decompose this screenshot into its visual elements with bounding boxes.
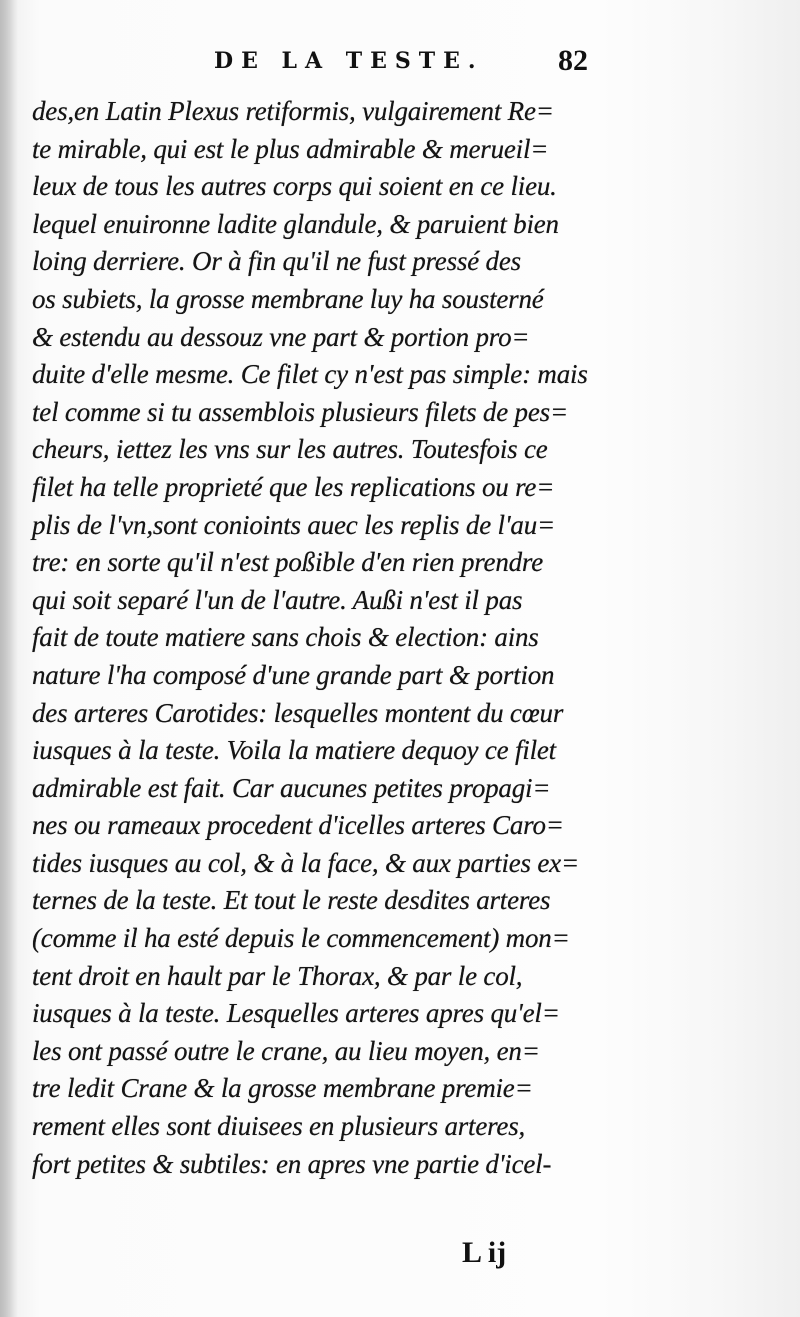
text-line: les ont passé outre le crane, au lieu moyen, en=	[32, 1035, 540, 1066]
text-line: rement elles sont diuisees en plusieurs arteres,	[32, 1111, 526, 1142]
body-text	[32, 93, 632, 1183]
text-line: qui soit separé l'un de l'autre. Außi n'est il pas	[32, 584, 523, 615]
text-line: nature l'ha composé d'une grande part & portion	[32, 659, 555, 690]
text-line: tides iusques au col, & à la face, & aux parties ex=	[32, 847, 579, 878]
text-line: tel comme si tu assemblois plusieurs filets de pes=	[32, 396, 568, 427]
text-line: admirable est fait. Car aucunes petites propagi=	[32, 772, 551, 803]
text-line: tent droit en hault par le Thorax, & par le col,	[32, 960, 523, 991]
signature-mark: L ij	[462, 1236, 507, 1269]
text-line: iusques à la teste. Lesquelles arteres apres qu'el=	[32, 998, 560, 1029]
text-line: tre ledit Crane & la grosse membrane premie=	[32, 1073, 533, 1104]
text-line: cheurs, iettez les vns sur les autres. Toutesfois ce	[32, 434, 548, 465]
text-line: des arteres Carotides: lesquelles montent du cœur	[32, 697, 564, 728]
text-line: leux de tous les autres corps qui soient en ce lieu.	[32, 171, 557, 202]
text-line: ternes de la teste. Et tout le reste desdites arteres	[32, 885, 551, 916]
text-line: loing derriere. Or à fin qu'il ne fust pressé des	[32, 246, 521, 277]
binding-shadow	[0, 0, 18, 1317]
text-line: & estendu au dessouz vne part & portion pro=	[32, 321, 530, 352]
text-line: plis de l'vn,sont conioints auec les replis de l'au=	[32, 509, 556, 540]
text-line: iusques à la teste. Voila la matiere dequoy ce filet	[32, 735, 556, 766]
text-line: fort petites & subtiles: en apres vne partie d'icel-	[32, 1148, 552, 1179]
text-line: fait de toute matiere sans chois & election: ains	[32, 622, 539, 653]
text-line: nes ou rameaux procedent d'icelles arteres Caro=	[32, 810, 564, 841]
running-head: DE LA TESTE.	[214, 48, 484, 74]
text-line: te mirable, qui est le plus admirable & merueil=	[32, 133, 549, 164]
text-line: filet ha telle proprieté que les replications ou re=	[32, 471, 555, 502]
page-number: 82	[558, 44, 588, 77]
text-line: duite d'elle mesme. Ce filet cy n'est pas simple: mais	[32, 359, 588, 390]
text-line: os subiets, la grosse membrane luy ha sousterné	[32, 283, 544, 314]
text-line: des,en Latin Plexus retiformis, vulgairement Re=	[32, 96, 554, 126]
text-line: lequel enuironne ladite glandule, & paruient bien	[32, 208, 559, 239]
text-line: (comme il ha esté depuis le commencement) mon=	[32, 923, 570, 954]
text-line: tre: en sorte qu'il n'est poßible d'en rien prendre	[32, 547, 544, 578]
